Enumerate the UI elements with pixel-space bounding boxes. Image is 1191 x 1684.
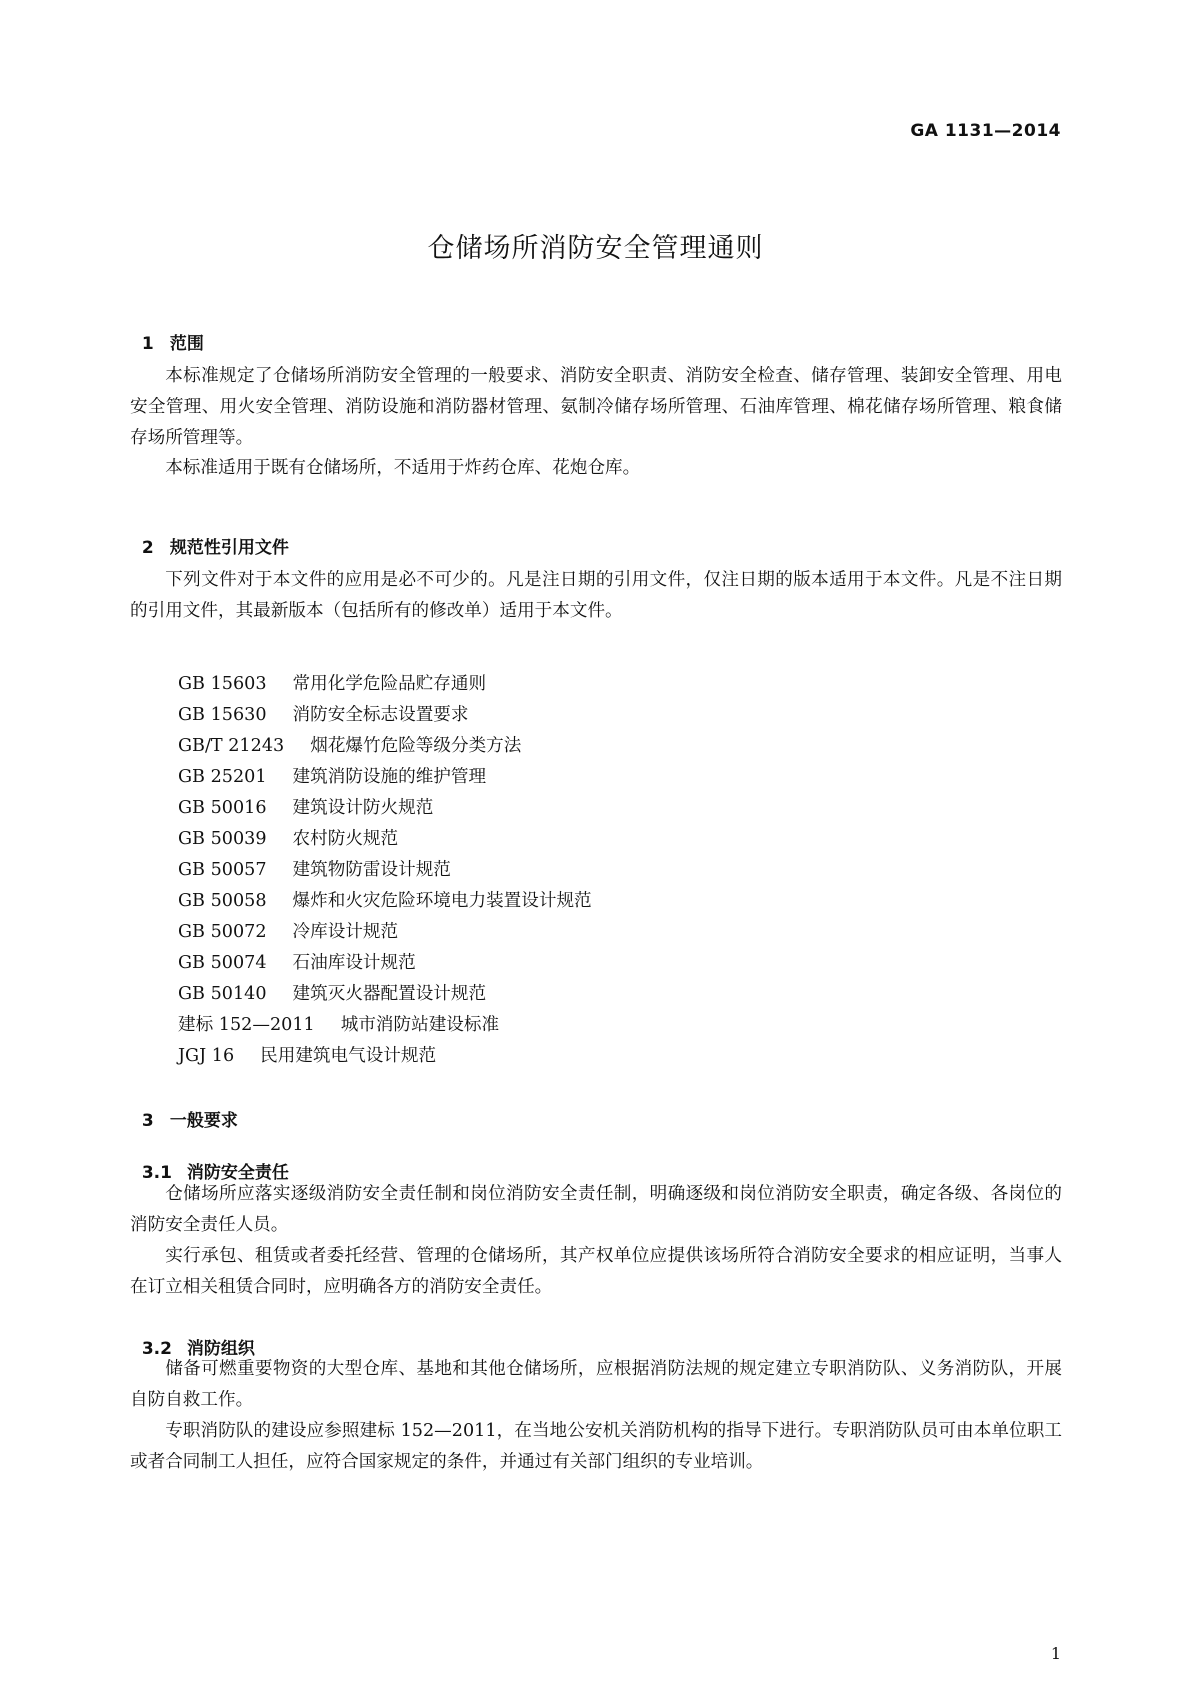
reference-item — [178, 886, 592, 917]
page-number: 1 — [1050, 1644, 1061, 1663]
section-title: 消防组织 — [186, 1339, 255, 1359]
reference-item — [178, 669, 592, 700]
section-3-1-heading — [130, 1138, 289, 1183]
normative-references-list — [178, 669, 592, 1072]
reference-title: 石油库设计规范 — [292, 953, 416, 973]
reference-item — [178, 948, 592, 979]
reference-code: GB 50140 — [178, 984, 267, 1004]
reference-code: GB 50074 — [178, 953, 267, 973]
section-2-heading — [130, 513, 289, 558]
reference-code: GB 50039 — [178, 829, 267, 849]
reference-title: 烟花爆竹危险等级分类方法 — [310, 736, 522, 756]
reference-code: GB 15603 — [178, 674, 267, 694]
section-title: 一般要求 — [169, 1111, 238, 1131]
reference-item — [178, 731, 592, 762]
section-1-paragraph-2: 本标准适用于既有仓储场所，不适用于炸药仓库、花炮仓库。 — [165, 458, 641, 478]
section-3-2-paragraph-2: 专职消防队的建设应参照建标 152—2011，在当地公安机关消防机构的指导下进行。专职消防队员可由本单位职工或者合同制工人担任，应符合国家规定的条件，并通过有关部门组织的专业培训。 — [130, 1421, 1062, 1472]
reference-code: GB 50057 — [178, 860, 267, 880]
section-number: 1 — [141, 334, 154, 354]
section-1-paragraph-1: 本标准规定了仓储场所消防安全管理的一般要求、消防安全职责、消防安全检查、储存管理、装卸安全管理、用电安全管理、用火安全管理、消防设施和消防器材管理、氨制冷储存场所管理、石油库管理、棉花储存场所管理、粮食储存场所管理等。 — [130, 366, 1062, 448]
reference-title: 常用化学危险品贮存通则 — [292, 674, 487, 694]
section-3-heading — [130, 1086, 238, 1131]
reference-title: 民用建筑电气设计规范 — [260, 1046, 437, 1066]
reference-title: 爆炸和火灾危险环境电力装置设计规范 — [292, 891, 592, 911]
section-3-1-paragraph-1: 仓储场所应落实逐级消防安全责任制和岗位消防安全责任制，明确逐级和岗位消防安全职责，确定各级、各岗位的消防安全责任人员。 — [130, 1184, 1062, 1235]
section-number: 2 — [141, 538, 154, 558]
section-2-paragraph-1: 下列文件对于本文件的应用是必不可少的。凡是注日期的引用文件，仅注日期的版本适用于本文件。凡是不注日期的引用文件，其最新版本（包括所有的修改单）适用于本文件。 — [130, 570, 1062, 621]
section-title: 规范性引用文件 — [169, 538, 289, 558]
reference-item — [178, 793, 592, 824]
section-number: 3.2 — [141, 1339, 172, 1359]
reference-code: GB 50016 — [178, 798, 267, 818]
document-title: 仓储场所消防安全管理通则 — [427, 233, 764, 264]
reference-title: 消防安全标志设置要求 — [292, 705, 469, 725]
reference-code: GB/T 21243 — [178, 736, 285, 756]
reference-code: GB 50072 — [178, 922, 267, 942]
section-title: 范围 — [169, 334, 204, 354]
reference-code: GB 15630 — [178, 705, 267, 725]
section-3-2-heading — [130, 1314, 255, 1359]
section-3-1-paragraph-2: 实行承包、租赁或者委托经营、管理的仓储场所，其产权单位应提供该场所符合消防安全要求的相应证明，当事人在订立相关租赁合同时，应明确各方的消防安全责任。 — [130, 1246, 1062, 1297]
section-number: 3.1 — [141, 1163, 172, 1183]
reference-title: 建筑设计防火规范 — [292, 798, 434, 818]
reference-title: 城市消防站建设标准 — [340, 1015, 500, 1035]
section-title: 消防安全责任 — [186, 1163, 289, 1183]
section-3-2-paragraph-1: 储备可燃重要物资的大型仓库、基地和其他仓储场所，应根据消防法规的规定建立专职消防队、义务消防队，开展自防自救工作。 — [130, 1359, 1062, 1410]
reference-title: 建筑灭火器配置设计规范 — [292, 984, 487, 1004]
reference-item — [178, 855, 592, 886]
reference-item — [178, 824, 592, 855]
reference-item — [178, 1010, 592, 1041]
reference-code: JGJ 16 — [178, 1046, 235, 1066]
reference-item — [178, 917, 592, 948]
reference-title: 冷库设计规范 — [292, 922, 399, 942]
section-1-heading — [130, 309, 204, 354]
reference-code: GB 25201 — [178, 767, 267, 787]
reference-title: 农村防火规范 — [292, 829, 399, 849]
reference-title: 建筑物防雷设计规范 — [292, 860, 451, 880]
reference-title: 建筑消防设施的维护管理 — [292, 767, 487, 787]
standard-code: GA 1131—2014 — [910, 121, 1061, 141]
reference-item — [178, 762, 592, 793]
reference-item — [178, 979, 592, 1010]
reference-item — [178, 700, 592, 731]
reference-item — [178, 1041, 592, 1072]
section-number: 3 — [141, 1111, 154, 1131]
reference-code: GB 50058 — [178, 891, 267, 911]
reference-code: 建标 152—2011 — [178, 1015, 315, 1035]
